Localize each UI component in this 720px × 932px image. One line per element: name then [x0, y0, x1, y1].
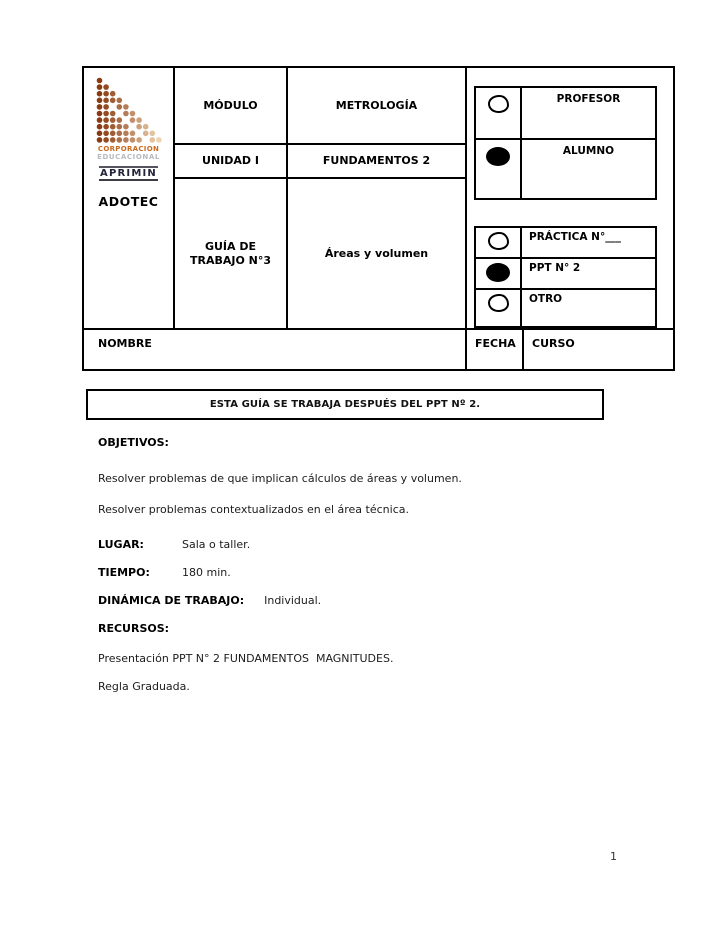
- ppt-radio-cell: [476, 259, 522, 288]
- dinamica-value: Individual.: [264, 594, 322, 607]
- ppt-row: [476, 259, 655, 290]
- logo-educacional-text: EDUCACIONAL: [97, 153, 160, 161]
- modulo-label: MÓDULO: [175, 68, 288, 145]
- dinamica-line: [98, 594, 321, 608]
- aprimin-logo-icon: [95, 76, 163, 144]
- otro-radio-icon: [488, 294, 509, 312]
- ppt-label: PPT N° 2: [529, 262, 581, 274]
- alumno-radio-cell: [476, 140, 522, 198]
- practica-row: [476, 228, 655, 259]
- recurso-line-1: Presentación PPT N° 2 FUNDAMENTOS MAGNITUDES.: [98, 652, 394, 665]
- audience-subtable: [474, 86, 657, 200]
- logo-corporacion-text: CORPORACION: [97, 145, 160, 153]
- guia-value: Áreas y volumen: [288, 179, 467, 330]
- profesor-radio-icon: [488, 95, 509, 113]
- profesor-radio-cell: [476, 88, 522, 138]
- otro-radio-cell: [476, 290, 522, 326]
- otro-label: OTRO: [529, 293, 563, 305]
- dinamica-label: DINÁMICA DE TRABAJO:: [98, 594, 245, 607]
- logo-aprimin-text: APRIMIN: [100, 168, 157, 179]
- tiempo-value: 180 min.: [182, 566, 231, 579]
- objetivos-heading: OBJETIVOS:: [98, 436, 169, 449]
- selection-panel: [467, 68, 673, 330]
- ppt-radio-icon: [486, 263, 510, 282]
- lugar-line: [98, 538, 250, 552]
- logo-cell: [84, 68, 175, 330]
- alumno-radio-icon: [486, 147, 510, 166]
- notice-box: [86, 389, 604, 420]
- profesor-label: PROFESOR: [556, 93, 621, 105]
- material-subtable: [474, 226, 657, 328]
- modulo-value: METROLOGÍA: [288, 68, 467, 145]
- objetivo-line-1: Resolver problemas de que implican cálculos de áreas y volumen.: [98, 472, 462, 485]
- unidad-value: FUNDAMENTOS 2: [288, 145, 467, 179]
- lugar-label: LUGAR:: [98, 538, 144, 551]
- header-table: [82, 66, 675, 371]
- objetivo-line-2: Resolver problemas contextualizados en el área técnica.: [98, 503, 409, 516]
- nombre-field: NOMBRE: [84, 330, 467, 369]
- practica-label: PRÁCTICA N°___: [529, 231, 621, 243]
- unidad-label: UNIDAD I: [175, 145, 288, 179]
- lugar-value: Sala o taller.: [182, 538, 251, 551]
- notice-text: ESTA GUÍA SE TRABAJA DESPUÉS DEL PPT Nº 2.: [209, 399, 481, 410]
- logo-adotec-text: ADOTEC: [98, 194, 159, 209]
- fecha-field: FECHA: [467, 330, 524, 369]
- alumno-label: ALUMNO: [562, 145, 615, 157]
- alumno-row: [476, 140, 655, 198]
- guia-label: GUÍA DE TRABAJO N°3: [175, 179, 288, 330]
- tiempo-label: TIEMPO:: [98, 566, 150, 579]
- practica-radio-cell: [476, 228, 522, 257]
- recurso-line-2: Regla Graduada.: [98, 680, 190, 693]
- profesor-row: [476, 88, 655, 140]
- page-number: 1: [610, 850, 617, 863]
- curso-field: CURSO: [524, 330, 673, 369]
- practica-radio-icon: [488, 232, 509, 250]
- otro-row: [476, 290, 655, 326]
- recursos-heading: RECURSOS:: [98, 622, 170, 635]
- tiempo-line: [98, 566, 231, 580]
